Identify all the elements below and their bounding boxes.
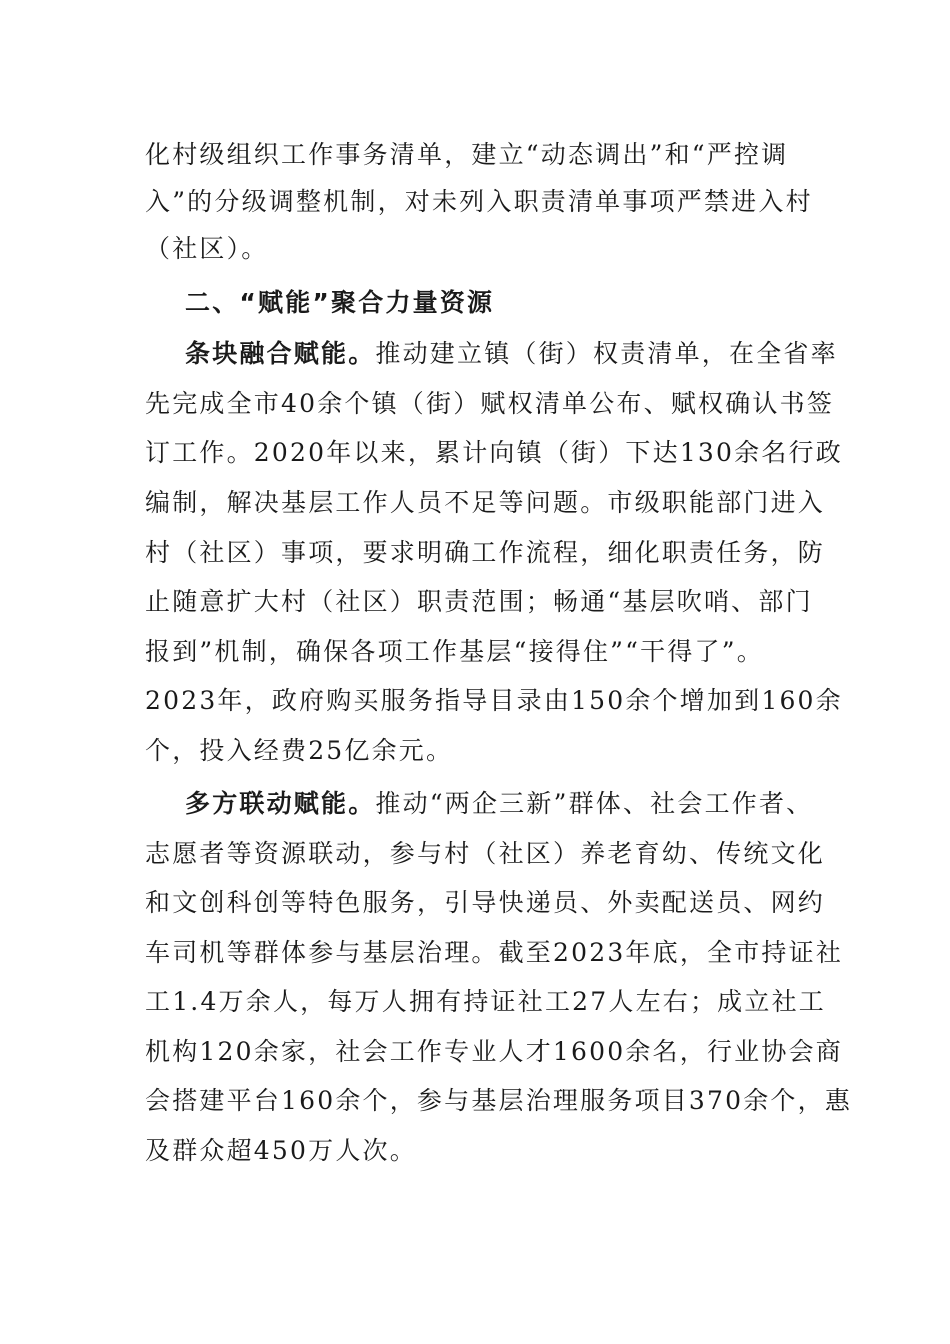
text-line: 订工作。2020年以来，累计向镇（街）下达130余名行政 [145, 438, 843, 467]
text-line: 入”的分级调整机制，对未列入职责清单事项严禁进入村 [145, 187, 813, 216]
text-line: 2023年，政府购买服务指导目录由150余个增加到160余 [145, 686, 843, 715]
paragraph-2-lead: 多方联动赋能。 [185, 789, 376, 818]
paragraph-1-lead: 条块融合赋能。 [185, 339, 376, 368]
text-line: 和文创科创等特色服务，引导快递员、外卖配送员、网约 [145, 888, 826, 917]
text-line: （社区）。 [145, 234, 269, 263]
text-line: 报到”机制，确保各项工作基层“接得住”“干得了”。 [145, 637, 764, 666]
text-line: 化村级组织工作事务清单，建立“动态调出”和“严控调 [145, 140, 789, 169]
text-line: 先完成全市40余个镇（街）赋权清单公布、赋权确认书签 [145, 389, 835, 418]
section-heading: 二、“赋能”聚合力量资源 [185, 288, 495, 317]
text-line: 车司机等群体参与基层治理。截至2023年底，全市持证社 [145, 938, 844, 967]
text-line: 个，投入经费25亿余元。 [145, 736, 454, 765]
text-line: 志愿者等资源联动，参与村（社区）养老育幼、传统文化 [145, 839, 826, 868]
paragraph-1-first-rest: 推动建立镇（街）权责清单，在全省率 [375, 339, 838, 368]
text-line: 工1.4万余人，每万人拥有持证社工27人左右；成立社工 [145, 987, 826, 1016]
text-line: 会搭建平台160余个，参与基层治理服务项目370余个，惠 [145, 1086, 853, 1115]
paragraph-2-first-line [185, 784, 815, 824]
paragraph-1-first-line [185, 334, 838, 374]
paragraph-2-first-rest: 推动“两企三新”群体、社会工作者、 [375, 789, 814, 818]
text-line: 止随意扩大村（社区）职责范围；畅通“基层吹哨、部门 [145, 587, 813, 616]
text-line: 村（社区）事项，要求明确工作流程，细化职责任务，防 [145, 538, 826, 567]
text-line: 及群众超450万人次。 [145, 1136, 417, 1165]
text-line: 机构120余家，社会工作专业人才1600余名，行业协会商 [145, 1037, 843, 1066]
text-line: 编制，解决基层工作人员不足等问题。市级职能部门进入 [145, 488, 826, 517]
